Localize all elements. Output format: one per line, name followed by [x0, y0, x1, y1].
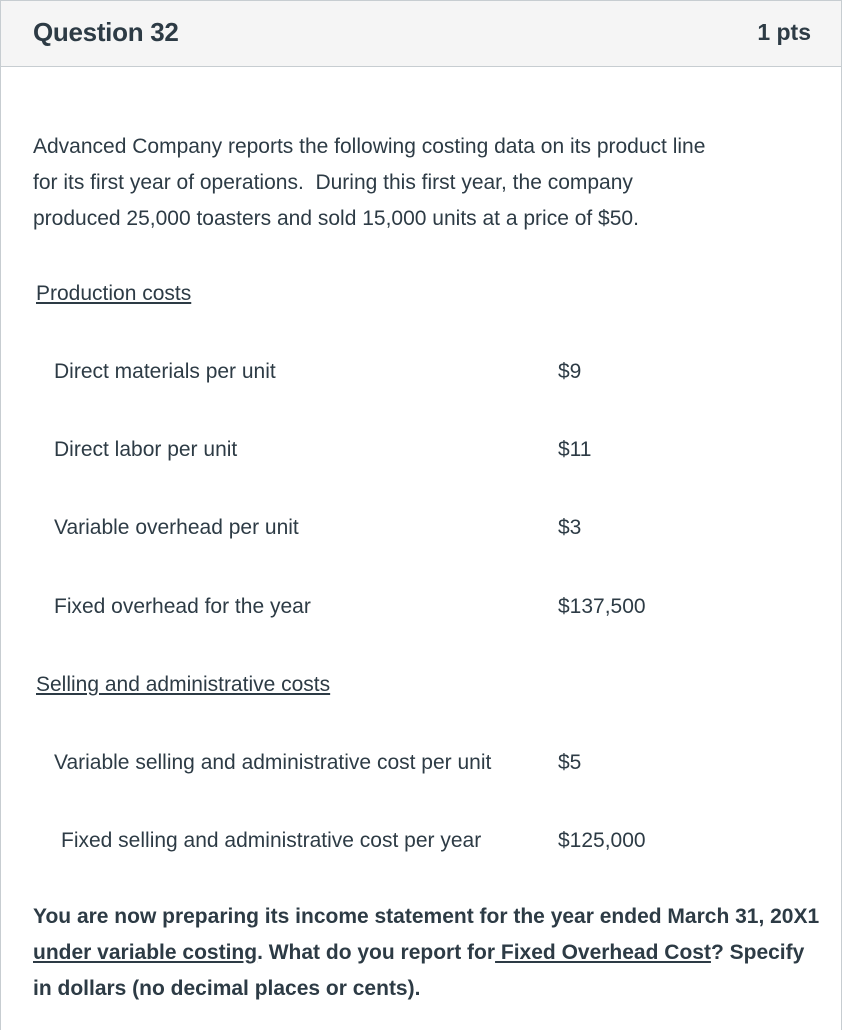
- intro-line-3: produced 25,000 toasters and sold 15,000 units at a price of $50.: [33, 207, 639, 230]
- selling-admin-heading: Selling and administrative costs: [36, 673, 331, 696]
- fixed-selling-label: Fixed selling and administrative cost per year: [61, 829, 482, 852]
- direct-labor-label: Direct labor per unit: [54, 438, 238, 461]
- question-header: [1, 1, 841, 67]
- variable-overhead-label: Variable overhead per unit: [54, 516, 299, 539]
- intro-line-2: for its first year of operations. During this first year, the company: [33, 171, 633, 194]
- fixed-selling-value: $125,000: [558, 829, 646, 852]
- direct-labor-value: $11: [558, 438, 592, 461]
- question-intro: [33, 129, 823, 237]
- direct-materials-label: Direct materials per unit: [54, 360, 276, 383]
- intro-line-1: Advanced Company reports the following costing data on its product line: [33, 135, 706, 158]
- question-text-variable-costing: under variable costing: [33, 941, 258, 964]
- production-costs-heading: Production costs: [36, 282, 192, 305]
- variable-selling-value: $5: [558, 751, 582, 774]
- question-text-1: You are now preparing its income statement for the year ended March 31, 20X1: [33, 905, 820, 928]
- variable-selling-label: Variable selling and administrative cost per unit: [54, 751, 492, 774]
- question-title: Question 32: [33, 17, 179, 47]
- question-text-fixed-overhead: Fixed Overhead Cost: [495, 941, 711, 964]
- direct-materials-value: $9: [558, 360, 582, 383]
- fixed-overhead-label: Fixed overhead for the year: [54, 595, 311, 618]
- fixed-overhead-value: $137,500: [558, 595, 646, 618]
- question-text-3: . What do you report for: [257, 941, 496, 964]
- question-prompt: [33, 899, 823, 1007]
- variable-overhead-value: $3: [558, 516, 582, 539]
- question-points: 1 pts: [757, 19, 811, 45]
- question-text-5: ? Specify in dollars (no decimal places or cents).: [33, 941, 805, 1000]
